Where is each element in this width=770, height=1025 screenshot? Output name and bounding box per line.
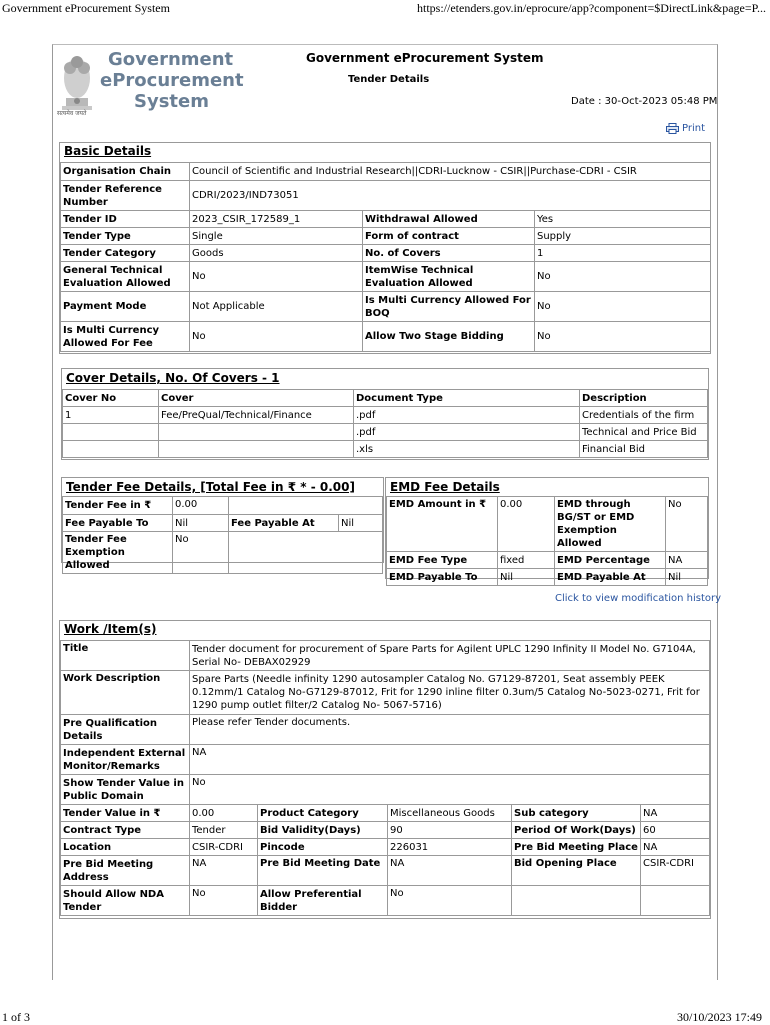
print-link[interactable] [666,123,705,134]
table-row [61,211,711,228]
table-row [61,805,710,822]
table-row [61,856,710,886]
work-title-value: Tender document for procurement of Spare Parts for Agilent UPLC 1290 Infinity II Model No. G7104A, Serial No- DEBAX02929 [190,641,710,671]
cover-details-table [62,389,708,458]
logo-line-2: eProcurement [100,70,244,91]
cover-cell [159,424,354,441]
page-counter: 1 of 3 [2,1010,30,1024]
emd-payable-to-label: EMD Payable To [387,569,498,586]
table-row [61,181,711,211]
org-chain-label: Organisation Chain [61,163,190,181]
table-row [61,886,710,916]
tender-ref-label: Tender Reference Number [61,181,190,211]
table-row [63,515,383,532]
column-header: Cover No [63,390,159,407]
cover-details-title: Cover Details, No. Of Covers - 1 [66,371,280,385]
emd-payable-at-value: Nil [666,569,708,586]
table-row [63,407,708,424]
work-label: Allow Preferential Bidder [258,886,388,916]
browser-page-title: Government eProcurement System [2,1,170,15]
basic-value: Goods [190,245,363,262]
basic-label: Form of contract [363,228,535,245]
work-label: Should Allow NDA Tender [61,886,190,916]
cover-cell: .pdf [354,424,580,441]
table-row [61,292,711,322]
emd-fee-title: EMD Fee Details [390,480,500,494]
preq-label: Pre Qualification Details [61,715,190,745]
site-logo [56,46,246,122]
work-value: No [190,886,258,916]
table-row [63,497,383,515]
work-item-table [60,640,710,916]
table-row [61,163,711,181]
emd-percentage-label: EMD Percentage [555,552,666,569]
basic-value: 1 [535,245,711,262]
basic-label: Withdrawal Allowed [363,211,535,228]
work-value: 90 [388,822,512,839]
work-value: Miscellaneous Goods [388,805,512,822]
cover-cell: Credentials of the firm [580,407,708,424]
emd-fee-type-value: fixed [498,552,555,569]
basic-value: Not Applicable [190,292,363,322]
show-value-value: No [190,775,710,805]
modification-history-link[interactable]: Click to view modification history [555,593,722,604]
report-date: Date : 30-Oct-2023 05:48 PM [571,96,718,107]
work-title-label: Title [61,641,190,671]
org-chain-value: Council of Scientific and Industrial Research||CDRI-Lucknow - CSIR||Purchase-CDRI - CSIR [190,163,711,181]
cover-cell: Financial Bid [580,441,708,458]
cover-cell: .xls [354,441,580,458]
table-row [61,228,711,245]
cover-cell [63,441,159,458]
work-value: 226031 [388,839,512,856]
work-label: Bid Opening Place [512,856,641,886]
emd-payable-to-value: Nil [498,569,555,586]
basic-value: No [190,262,363,292]
table-row [63,441,708,458]
basic-value: 2023_CSIR_172589_1 [190,211,363,228]
site-title: Government eProcurement System [306,51,544,65]
work-value: CSIR-CDRI [641,856,710,886]
table-row [61,641,710,671]
emd-payable-at-label: EMD Payable At [555,569,666,586]
basic-label: Allow Two Stage Bidding [363,322,535,352]
emd-amount-label: EMD Amount in ₹ [387,497,498,552]
fee-payable-to-value: Nil [173,515,229,532]
fee-payable-at-value: Nil [339,515,383,532]
cover-cell: 1 [63,407,159,424]
column-header: Document Type [354,390,580,407]
monitor-value: NA [190,745,710,775]
table-row [61,839,710,856]
table-row [61,715,710,745]
table-row [63,424,708,441]
column-header: Cover [159,390,354,407]
cover-cell: Fee/PreQual/Technical/Finance [159,407,354,424]
work-value: NA [190,856,258,886]
national-emblem-icon [56,48,98,118]
show-value-label: Show Tender Value in Public Domain [61,775,190,805]
work-value: CSIR-CDRI [190,839,258,856]
work-label: Period Of Work(Days) [512,822,641,839]
table-row [61,775,710,805]
work-value [641,886,710,916]
work-label [512,886,641,916]
work-label: Sub category [512,805,641,822]
basic-value: No [535,292,711,322]
work-desc-value: Spare Parts (Needle infinity 1290 autosampler Catalog No. G7129-87201, Seat assembly PEEK 0.12mm/1 Catalog No-G7129-87012, Frit for 1290 inline filter 0.3um/5 Catalog No-5023-0271, Frit for 1290 pump outlet filter/2 Catalog No- 5067-5716) [190,671,710,715]
cover-cell: Technical and Price Bid [580,424,708,441]
basic-value: No [190,322,363,352]
basic-label: Is Multi Currency Allowed For Fee [61,322,190,352]
work-value: NA [388,856,512,886]
logo-line-1: Government [108,49,234,70]
printer-icon [666,123,679,134]
table-row [63,390,708,407]
work-label: Pre Bid Meeting Address [61,856,190,886]
monitor-label: Independent External Monitor/Remarks [61,745,190,775]
work-value: NA [641,839,710,856]
work-label: Location [61,839,190,856]
basic-label: Payment Mode [61,292,190,322]
table-row [63,532,383,574]
page-subtitle: Tender Details [348,74,430,85]
work-label: Tender Value in ₹ [61,805,190,822]
work-value: NA [641,805,710,822]
work-label: Contract Type [61,822,190,839]
table-row [61,745,710,775]
table-row [61,262,711,292]
work-label: Pre Bid Meeting Place [512,839,641,856]
work-value: 60 [641,822,710,839]
table-row [387,497,708,552]
table-row [61,671,710,715]
fee-exemption-value: No [173,532,229,574]
cover-cell: .pdf [354,407,580,424]
work-label: Pincode [258,839,388,856]
basic-label: Tender Type [61,228,190,245]
cover-cell [63,424,159,441]
fee-in-label: Tender Fee in ₹ [63,497,173,515]
preq-value: Please refer Tender documents. [190,715,710,745]
emd-fee-type-label: EMD Fee Type [387,552,498,569]
work-label: Product Category [258,805,388,822]
basic-label: Is Multi Currency Allowed For BOQ [363,292,535,322]
fee-payable-to-label: Fee Payable To [63,515,173,532]
emd-amount-value: 0.00 [498,497,555,552]
basic-value: No [535,262,711,292]
emd-bg-label: EMD through BG/ST or EMD Exemption Allowed [555,497,666,552]
table-row [61,245,711,262]
work-value: Tender [190,822,258,839]
tender-fee-title: Tender Fee Details, [Total Fee in ₹ * - 0.00] [66,480,355,494]
print-timestamp: 30/10/2023 17:49 [676,1010,762,1024]
basic-value: Yes [535,211,711,228]
basic-details-title: Basic Details [64,144,152,158]
basic-label: Tender ID [61,211,190,228]
fee-in-value: 0.00 [173,497,229,515]
column-header: Description [580,390,708,407]
table-row [61,822,710,839]
browser-url: https://etenders.gov.in/eprocure/app?component=$DirectLink&page=P... [417,1,766,15]
tender-fee-table [62,496,383,574]
tender-ref-value: CDRI/2023/IND73051 [190,181,711,211]
print-label: Print [682,123,706,134]
table-row [387,569,708,586]
table-row [387,552,708,569]
work-value: 0.00 [190,805,258,822]
basic-details-table [60,162,711,352]
logo-line-3: System [134,91,209,112]
emd-fee-table [386,496,708,586]
basic-label: ItemWise Technical Evaluation Allowed [363,262,535,292]
table-row [61,322,711,352]
basic-value: Supply [535,228,711,245]
fee-payable-at-label: Fee Payable At [229,515,339,532]
work-desc-label: Work Description [61,671,190,715]
work-label: Bid Validity(Days) [258,822,388,839]
cover-cell [159,441,354,458]
basic-label: No. of Covers [363,245,535,262]
logo-motto: सत्यमेव जयते [57,110,87,117]
work-label: Pre Bid Meeting Date [258,856,388,886]
basic-value: No [535,322,711,352]
emd-bg-value: No [666,497,708,552]
fee-exemption-label: Tender Fee Exemption Allowed [63,532,173,574]
basic-label: Tender Category [61,245,190,262]
basic-label: General Technical Evaluation Allowed [61,262,190,292]
work-value: No [388,886,512,916]
work-item-title: Work /Item(s) [64,622,157,636]
basic-value: Single [190,228,363,245]
emd-percentage-value: NA [666,552,708,569]
